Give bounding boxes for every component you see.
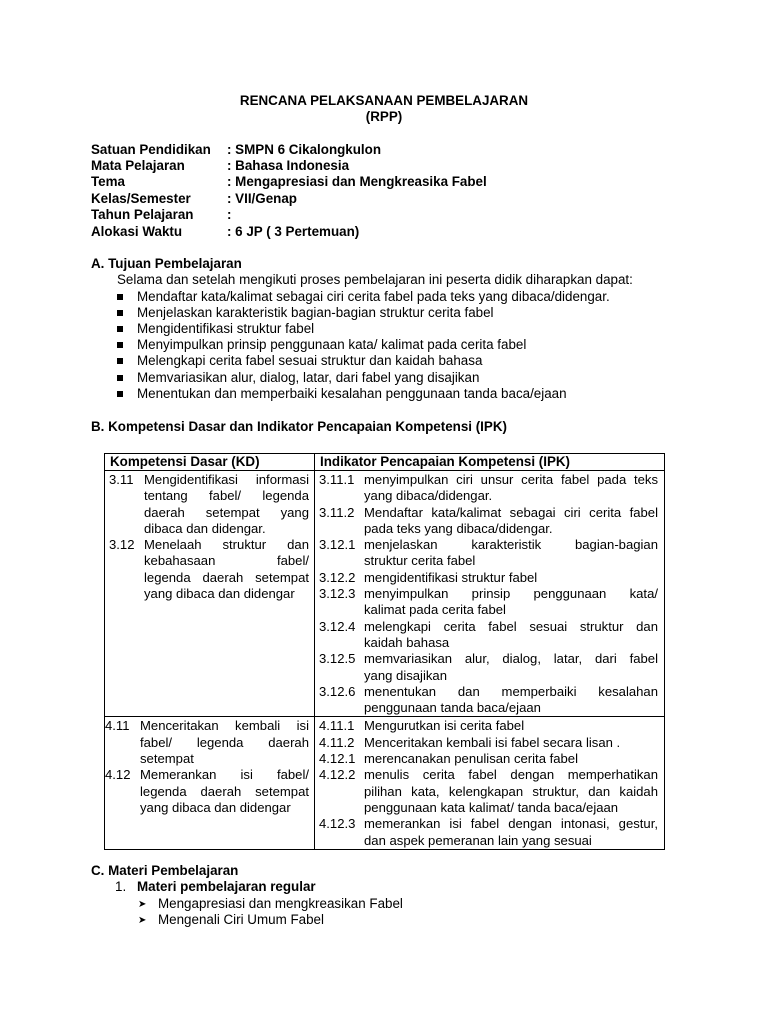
identity-value: : VII/Genap	[227, 191, 297, 206]
table-entry	[319, 718, 658, 734]
list-item: Mengenali Ciri Umum Fabel	[158, 912, 324, 927]
kd-list	[105, 717, 314, 816]
entry-text-line: Menceritakan kembali isi fabel secara lisan .	[364, 734, 621, 750]
kd-cell	[105, 471, 315, 717]
list-item: Melengkapi cerita fabel sesuai struktur dan kaidah bahasa	[137, 353, 483, 368]
entry-number: 4.11.2	[319, 734, 355, 750]
table-header-kd: Kompetensi Dasar (KD)	[105, 454, 315, 471]
entry-number: 4.11.1	[319, 718, 355, 734]
table-entry	[319, 505, 658, 538]
identity-value: : Mengapresiasi dan Mengkreasika Fabel	[227, 174, 487, 189]
entry-text-line: menjelaskan karakteristik bagian-bagian	[364, 537, 658, 553]
entry-text-line: Mendaftar kata/kalimat sebagai ciri cerita fabel	[364, 504, 658, 520]
entry-text-line: Mengurutkan isi cerita fabel	[364, 718, 525, 734]
entry-text-line: menyimpulkan prinsip penggunaan kata/	[364, 586, 658, 602]
table-entry	[319, 816, 658, 849]
document-title: RENCANA PELAKSANAAN PEMBELAJARAN	[239, 93, 529, 108]
entry-text-line: penggunaan kata kalimat/ tanda baca/ejaan	[364, 799, 619, 815]
identity-value: : Bahasa Indonesia	[227, 158, 350, 173]
entry-text-line: Menceritakan kembali isi	[140, 718, 309, 734]
ipk-list	[315, 717, 664, 848]
entry-text-line: menyimpulkan ciri unsur cerita fabel pada teks	[364, 472, 658, 487]
table-entry	[319, 537, 658, 570]
section-b-heading: B. Kompetensi Dasar dan Indikator Pencapaian Kompetensi (IPK)	[91, 419, 507, 434]
entry-text-line: daerah setempat yang	[144, 504, 309, 520]
arrow-bullet-icon: ➤	[138, 899, 147, 910]
kd-cell	[105, 717, 315, 849]
entry-text-line: memvariasikan alur, dialog, latar, dari fabel	[364, 651, 658, 667]
table-row	[105, 471, 665, 717]
entry-text-line: mengidentifikasi struktur fabel	[364, 569, 538, 585]
entry-text-line: yang dibaca dan didengar	[144, 586, 295, 602]
entry-text-line: penggunaan tanda baca/ejaan	[364, 700, 541, 716]
square-bullet-icon	[117, 326, 123, 332]
entry-text-line: melengkapi cerita fabel sesuai struktur dan	[364, 618, 658, 634]
entry-text-line: kebahasaan fabel/	[144, 553, 309, 569]
table-entry	[319, 684, 658, 717]
list-item: Mendaftar kata/kalimat sebagai ciri cerita fabel pada teks yang dibaca/didengar.	[137, 289, 610, 304]
entry-number: 3.12.5	[319, 651, 356, 667]
document-subtitle: (RPP)	[365, 109, 403, 124]
identity-label: Tema	[91, 174, 125, 189]
table-entry	[319, 651, 658, 684]
table-entry	[319, 619, 658, 652]
list-item: Menjelaskan karakteristik bagian-bagian struktur cerita fabel	[137, 305, 494, 320]
table-entry	[109, 537, 309, 602]
entry-text-line: kalimat pada cerita fabel	[364, 602, 506, 618]
entry-text-line: pilihan kata, kelengkapan struktur, dan kaidah	[364, 783, 658, 799]
identity-label: Satuan Pendidikan	[91, 142, 211, 157]
identity-label: Tahun Pelajaran	[91, 207, 194, 222]
ipk-list	[315, 471, 664, 716]
entry-text-line: Memerankan isi fabel/	[140, 767, 309, 783]
table-entry	[319, 586, 658, 619]
entry-text-line: legenda daerah setempat	[140, 783, 309, 799]
entry-text-line: setempat	[140, 751, 194, 767]
identity-label: Mata Pelajaran	[91, 158, 185, 173]
entry-text-line: Mengidentifikasi informasi	[144, 472, 309, 487]
entry-text-line: merencanakan penulisan cerita fabel	[364, 751, 579, 767]
identity-label: Kelas/Semester	[91, 191, 191, 206]
square-bullet-icon	[117, 294, 123, 300]
table-row	[105, 717, 665, 849]
list-item: Menyimpulkan prinsip penggunaan kata/ kalimat pada cerita fabel	[137, 337, 527, 352]
entry-number: 3.11.1	[319, 472, 355, 487]
entry-text-line: memerankan isi fabel dengan intonasi, gestur,	[364, 816, 658, 832]
competency-table	[104, 453, 665, 850]
table-header-ipk: Indikator Pencapaian Kompetensi (IPK)	[315, 454, 665, 471]
entry-number: 3.12.3	[319, 586, 356, 602]
entry-text-line: pada teks yang dibaca/didengar.	[364, 520, 553, 536]
table-header-row	[105, 454, 665, 471]
table-entry	[105, 718, 309, 767]
ipk-cell	[315, 471, 665, 717]
kd-list	[105, 471, 314, 602]
square-bullet-icon	[117, 391, 123, 397]
table-entry	[319, 751, 658, 767]
table-entry	[319, 735, 658, 751]
table-entry	[109, 472, 309, 537]
list-item: Mengidentifikasi struktur fabel	[137, 321, 315, 336]
entry-text-line: menulis cerita fabel dengan memperhatikan	[364, 767, 658, 783]
table-entry	[105, 767, 309, 816]
square-bullet-icon	[117, 375, 123, 381]
entry-number: 3.11	[109, 472, 134, 487]
entry-number: 3.12.2	[319, 569, 356, 585]
entry-number: 3.12.6	[319, 683, 356, 699]
table-entry	[319, 570, 658, 586]
entry-text-line: struktur cerita fabel	[364, 553, 476, 569]
ipk-cell	[315, 717, 665, 849]
section-c-heading: C. Materi Pembelajaran	[91, 863, 239, 878]
sub-heading: Materi pembelajaran regular	[137, 879, 316, 894]
entry-number: 4.12.1	[319, 751, 356, 767]
entry-text-line: fabel/ legenda daerah	[140, 734, 309, 750]
entry-text-line: legenda daerah setempat	[144, 569, 309, 585]
table-entry	[319, 472, 658, 505]
identity-value: : SMPN 6 Cikalongkulon	[227, 142, 382, 157]
sub-number: 1.	[115, 879, 127, 894]
entry-number: 3.12	[109, 537, 135, 553]
arrow-bullet-icon: ➤	[138, 915, 147, 926]
identity-label: Alokasi Waktu	[91, 224, 183, 239]
entry-text-line: yang dibaca dan didengar	[140, 799, 291, 815]
entry-number: 4.11	[105, 718, 130, 734]
table-entry	[319, 767, 658, 816]
entry-text-line: dibaca dan didengar.	[144, 520, 266, 536]
identity-value: :	[227, 207, 232, 222]
square-bullet-icon	[117, 358, 123, 364]
entry-text-line: kaidah bahasa	[364, 634, 450, 650]
entry-text-line: menentukan dan memperbaiki kesalahan	[364, 683, 658, 699]
section-a-intro: Selama dan setelah mengikuti proses pembelajaran ini peserta didik diharapkan dapat:	[117, 272, 633, 287]
entry-text-line: dan aspek pemeranan lain yang sesuai	[364, 832, 592, 848]
list-item: Menentukan dan memperbaiki kesalahan penggunaan tanda baca/ejaan	[137, 386, 567, 401]
entry-number: 3.11.2	[319, 504, 355, 520]
identity-value: : 6 JP ( 3 Pertemuan)	[227, 224, 360, 239]
list-item: Mengapresiasi dan mengkreasikan Fabel	[158, 896, 403, 911]
entry-text-line: tentang fabel/ legenda	[144, 488, 309, 504]
entry-number: 4.12.2	[319, 767, 356, 783]
section-a-heading: A. Tujuan Pembelajaran	[91, 256, 242, 271]
entry-number: 4.12.3	[319, 816, 356, 832]
entry-text-line: yang disajikan	[364, 667, 447, 683]
list-item: Memvariasikan alur, dialog, latar, dari fabel yang disajikan	[137, 370, 480, 385]
entry-number: 3.12.1	[319, 537, 356, 553]
square-bullet-icon	[117, 310, 123, 316]
square-bullet-icon	[117, 342, 123, 348]
entry-number: 4.12	[105, 767, 131, 783]
entry-text-line: Menelaah struktur dan	[144, 537, 309, 553]
entry-number: 3.12.4	[319, 618, 356, 634]
entry-text-line: yang dibaca/didengar.	[364, 488, 493, 504]
